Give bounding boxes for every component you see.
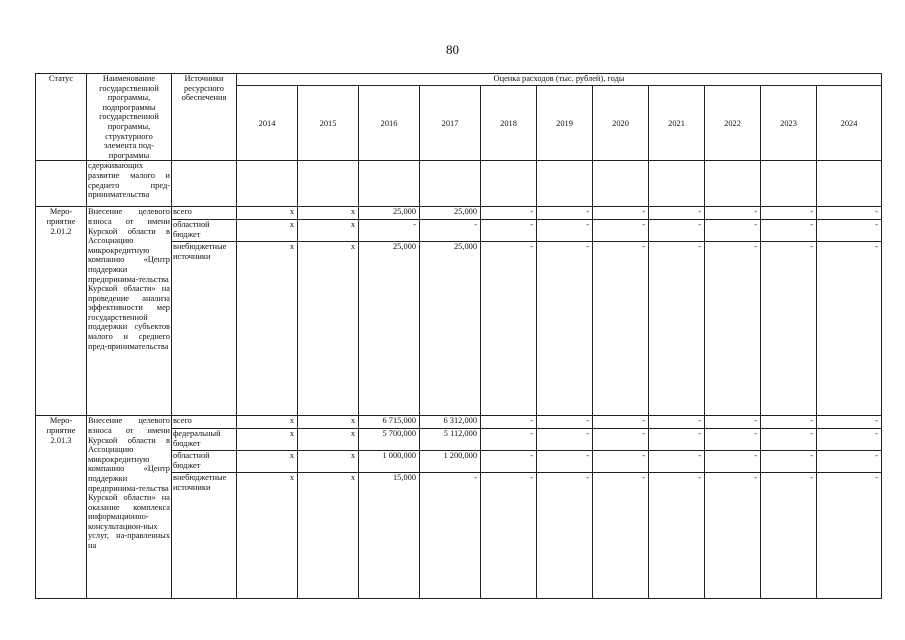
- status-cell: Меро-приятие 2.01.2: [36, 207, 87, 416]
- value-cell: -: [593, 416, 649, 429]
- value-cell: x: [298, 220, 359, 242]
- value-cell: -: [817, 207, 882, 220]
- value-cell: -: [761, 220, 817, 242]
- value-cell: -: [481, 242, 537, 416]
- value-cell: -: [420, 473, 481, 599]
- status-cell: Меро-приятие 2.01.3: [36, 416, 87, 599]
- value-cell: -: [649, 242, 705, 416]
- header-year: 2014: [237, 86, 298, 161]
- value-cell: 25,000: [359, 242, 420, 416]
- value-cell: -: [705, 242, 761, 416]
- value-cell: x: [237, 451, 298, 473]
- header-estimate: Оценка расходов (тыс. рублей), годы: [237, 74, 882, 86]
- value-cell: -: [593, 429, 649, 451]
- value-cell: -: [705, 451, 761, 473]
- value-cell: -: [537, 429, 593, 451]
- value-cell: -: [761, 416, 817, 429]
- header-year: 2023: [761, 86, 817, 161]
- value-cell: x: [298, 429, 359, 451]
- value-cell: 15,000: [359, 473, 420, 599]
- value-cell: x: [237, 207, 298, 220]
- value-cell: -: [761, 451, 817, 473]
- value-cell: 1 200,000: [420, 451, 481, 473]
- value-cell: -: [593, 207, 649, 220]
- source-cell: федеральный бюджет: [172, 429, 237, 451]
- value-cell: -: [649, 451, 705, 473]
- value-cell: -: [649, 429, 705, 451]
- header-year: 2021: [649, 86, 705, 161]
- value-cell: 25,000: [420, 242, 481, 416]
- value-cell: 5 700,000: [359, 429, 420, 451]
- value-cell: -: [649, 207, 705, 220]
- value-cell: x: [237, 416, 298, 429]
- value-cell: -: [481, 220, 537, 242]
- source-cell: областной бюджет: [172, 220, 237, 242]
- value-cell: x: [298, 242, 359, 416]
- value-cell: -: [593, 451, 649, 473]
- value-cell: x: [237, 473, 298, 599]
- value-cell: -: [761, 242, 817, 416]
- value-cell: -: [481, 207, 537, 220]
- value-cell: -: [817, 451, 882, 473]
- source-cell: всего: [172, 207, 237, 220]
- value-cell: -: [705, 207, 761, 220]
- value-cell: -: [537, 451, 593, 473]
- value-cell: -: [481, 451, 537, 473]
- value-cell: 1 000,000: [359, 451, 420, 473]
- status-cell: [36, 161, 87, 207]
- source-cell: внебюджетные источники: [172, 473, 237, 599]
- value-cell: x: [298, 207, 359, 220]
- header-status: Статус: [36, 74, 87, 161]
- table-row: [36, 416, 882, 429]
- value-cell: -: [705, 429, 761, 451]
- value-cell: -: [649, 473, 705, 599]
- value-cell: -: [481, 416, 537, 429]
- value-cell: -: [817, 242, 882, 416]
- budget-table: [35, 73, 882, 599]
- name-cell: Внесение целевого взноса от имени Курской области в Ассоциацию микрокредитную компанию «Центр поддержки предпринима-тельства Курской области» на оказание комплекса информационно-консультацион-ных услуг, на-правленных на: [87, 416, 172, 599]
- value-cell: -: [817, 473, 882, 599]
- value-cell: -: [649, 220, 705, 242]
- source-cell: всего: [172, 416, 237, 429]
- header-sources: Источники ресурсного обеспечения: [172, 74, 237, 161]
- value-cell: -: [420, 220, 481, 242]
- header-year: 2016: [359, 86, 420, 161]
- value-cell: x: [237, 220, 298, 242]
- header-year: 2020: [593, 86, 649, 161]
- header-year: 2018: [481, 86, 537, 161]
- value-cell: -: [817, 220, 882, 242]
- table-row-continuation: [36, 161, 882, 207]
- value-cell: -: [817, 429, 882, 451]
- name-cell: сдерживающих развитие малого и среднего пред-принимательства: [87, 161, 172, 207]
- value-cell: -: [593, 220, 649, 242]
- value-cell: x: [298, 473, 359, 599]
- value-cell: -: [761, 473, 817, 599]
- value-cell: x: [298, 416, 359, 429]
- page-number: 80: [446, 42, 459, 57]
- value-cell: -: [761, 429, 817, 451]
- value-cell: x: [237, 242, 298, 416]
- name-cell: Внесение целевого взноса от имени Курской области в Ассоциацию микрокредитную компанию «Центр поддержки предпринима-тельства Курской области» на проведение анализа эффективности мер государственной поддержки субъектов малого и среднего пред-принимательства: [87, 207, 172, 416]
- value-cell: -: [705, 416, 761, 429]
- value-cell: -: [705, 220, 761, 242]
- source-cell: внебюджетные источники: [172, 242, 237, 416]
- value-cell: -: [537, 220, 593, 242]
- value-cell: 25,000: [359, 207, 420, 220]
- table-row: [36, 207, 882, 220]
- value-cell: x: [237, 429, 298, 451]
- header-year: 2022: [705, 86, 761, 161]
- header-year: 2019: [537, 86, 593, 161]
- value-cell: -: [537, 416, 593, 429]
- value-cell: -: [537, 473, 593, 599]
- value-cell: -: [705, 473, 761, 599]
- value-cell: 6 312,000: [420, 416, 481, 429]
- value-cell: -: [593, 242, 649, 416]
- value-cell: 6 715,000: [359, 416, 420, 429]
- value-cell: -: [481, 429, 537, 451]
- source-cell: областной бюджет: [172, 451, 237, 473]
- header-year: 2017: [420, 86, 481, 161]
- value-cell: -: [593, 473, 649, 599]
- value-cell: -: [537, 207, 593, 220]
- value-cell: -: [481, 473, 537, 599]
- value-cell: -: [761, 207, 817, 220]
- value-cell: -: [649, 416, 705, 429]
- header-year: 2024: [817, 86, 882, 161]
- value-cell: -: [359, 220, 420, 242]
- value-cell: -: [537, 242, 593, 416]
- value-cell: x: [298, 451, 359, 473]
- value-cell: 5 112,000: [420, 429, 481, 451]
- header-year: 2015: [298, 86, 359, 161]
- header-name: Наименование государственной программы, подпрограммы государственной программы, структурного элемента под-программы: [87, 74, 172, 161]
- value-cell: -: [817, 416, 882, 429]
- value-cell: 25,000: [420, 207, 481, 220]
